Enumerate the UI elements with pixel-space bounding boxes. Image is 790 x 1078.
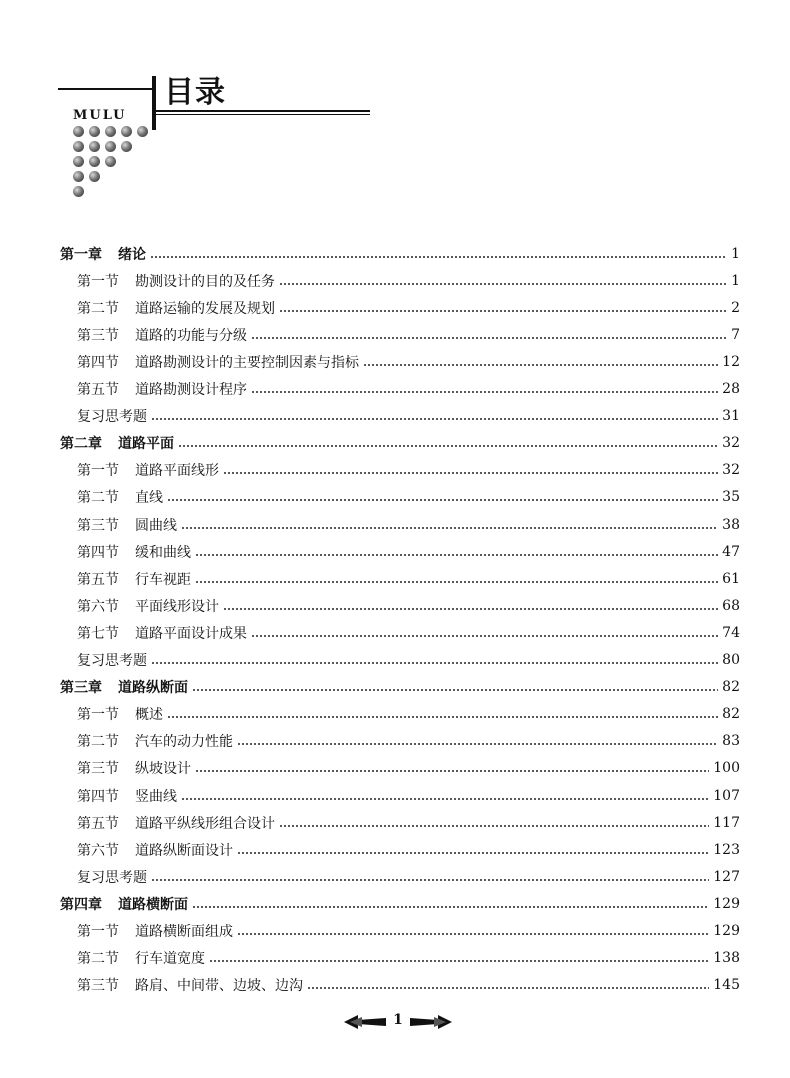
toc-section-row[interactable] <box>77 484 740 511</box>
toc-entry-number: 第四章 <box>60 896 102 913</box>
toc-page-number: 123 <box>713 841 740 858</box>
toc-entry-title: 圆曲线 <box>135 517 177 534</box>
toc-entry-number: 第四节 <box>77 788 119 805</box>
dot-leader <box>195 770 709 772</box>
decorative-dot <box>73 171 84 182</box>
toc-section-row[interactable] <box>77 619 740 646</box>
toc-entry-title: 平面线形设计 <box>135 598 219 615</box>
dot-leader <box>223 608 718 610</box>
dot-leader <box>167 499 718 501</box>
toc-entry-title: 道路纵断面 <box>118 680 188 697</box>
toc-section-row[interactable] <box>77 321 740 348</box>
toc-entry-title: 道路的功能与分级 <box>135 327 247 344</box>
toc-entry-title: 道路平面线形 <box>135 463 219 480</box>
toc-entry-label <box>77 704 163 724</box>
toc-section-row[interactable] <box>77 348 740 375</box>
decorative-dot <box>89 171 100 182</box>
toc-entry-title: 行车视距 <box>135 571 191 588</box>
page-subtitle: MULU <box>73 108 127 123</box>
dot-leader <box>209 960 709 962</box>
toc-page-number: 31 <box>722 408 740 425</box>
decorative-dot <box>73 186 84 197</box>
toc-page-number: 61 <box>722 570 740 587</box>
dot-leader <box>279 283 727 285</box>
toc-section-row[interactable] <box>77 403 740 430</box>
toc-entry-title: 路肩、中间带、边坡、边沟 <box>135 978 303 995</box>
toc-entry-title: 直线 <box>135 490 163 507</box>
page-footer <box>0 1006 790 1036</box>
toc-section-row[interactable] <box>77 538 740 565</box>
toc-entry-title: 纵坡设计 <box>135 761 191 778</box>
toc-chapter-row[interactable] <box>60 890 740 917</box>
toc-entry-label <box>77 325 247 345</box>
toc-entry-number: 第五节 <box>77 382 119 398</box>
toc-entry-number: 第一节 <box>77 273 119 290</box>
toc-page-number: 1 <box>731 245 740 262</box>
dot-leader <box>150 256 727 258</box>
toc-entry-number: 第六节 <box>77 842 119 859</box>
toc-entry-title: 复习思考题 <box>77 653 147 669</box>
toc-page-number: 68 <box>722 597 740 614</box>
toc-page-number: 32 <box>722 435 740 452</box>
toc-page-number: 127 <box>713 868 740 885</box>
header-rule-bottom-thin <box>152 114 370 115</box>
dot-leader <box>307 987 709 989</box>
toc-chapter-row[interactable] <box>60 430 740 457</box>
toc-section-row[interactable] <box>77 565 740 592</box>
toc-section-row[interactable] <box>77 809 740 836</box>
dot-leader <box>192 689 718 691</box>
decorative-dot <box>105 156 116 167</box>
toc-page-number: 28 <box>722 381 740 397</box>
dot-leader <box>237 743 718 745</box>
toc-chapter-row[interactable] <box>60 674 740 701</box>
toc-entry-label <box>77 406 147 426</box>
header-rule-left <box>58 88 154 90</box>
toc-entry-title: 概述 <box>135 707 163 724</box>
toc-page-number: 12 <box>722 353 740 370</box>
toc-page-number: 129 <box>713 923 740 939</box>
toc-section-row[interactable] <box>77 918 740 945</box>
toc-entry-number: 第二章 <box>60 436 102 453</box>
toc-page-number: 47 <box>722 543 740 560</box>
toc-entry-number: 第三章 <box>60 680 102 697</box>
toc-entry-label <box>77 460 219 480</box>
toc-entry-label <box>77 731 233 751</box>
page-title: 目录 <box>152 76 232 110</box>
toc-entry-number: 第三节 <box>77 978 119 995</box>
toc-section-row[interactable] <box>77 701 740 728</box>
toc-entry-title: 道路纵断面设计 <box>135 842 233 859</box>
toc-section-row[interactable] <box>77 376 740 403</box>
toc-entry-number: 第三节 <box>77 327 119 344</box>
toc-entry-label <box>77 596 219 616</box>
toc-entry-number: 第一章 <box>60 246 102 263</box>
dot-leader <box>223 472 718 474</box>
dot-leader <box>363 364 718 366</box>
toc-section-row[interactable] <box>77 647 740 674</box>
toc-entry-number: 第一节 <box>77 463 119 480</box>
decorative-dot <box>121 126 132 137</box>
decorative-dot <box>89 126 100 137</box>
toc-entry-title: 竖曲线 <box>135 788 177 805</box>
toc-entry-number: 第四节 <box>77 354 119 371</box>
toc-page-number: 82 <box>722 679 740 696</box>
toc-entry-title: 道路平面 <box>118 436 174 453</box>
dot-leader <box>192 906 709 908</box>
toc-page-number: 7 <box>731 326 740 343</box>
toc-entry-number: 第六节 <box>77 598 119 615</box>
toc-entry-number: 第五节 <box>77 815 119 832</box>
toc-entry-label <box>77 623 247 643</box>
toc-entry-number: 第七节 <box>77 625 119 642</box>
toc-entry-title: 道路勘测设计程序 <box>135 382 247 398</box>
toc-page-number: 82 <box>722 706 740 723</box>
decorative-dot <box>89 156 100 167</box>
toc-entry-title: 汽车的动力性能 <box>135 734 233 751</box>
toc-entry-label <box>77 758 191 778</box>
toc-page-number: 2 <box>731 299 740 316</box>
toc-page-number: 32 <box>722 462 740 479</box>
toc-section-row[interactable] <box>77 945 740 972</box>
toc-entry-label <box>77 271 275 291</box>
toc-page-number: 80 <box>722 652 740 668</box>
toc-section-row[interactable] <box>77 972 740 999</box>
toc-page-number: 100 <box>713 760 740 777</box>
toc-entry-number: 第二节 <box>77 300 119 317</box>
dot-leader <box>279 825 709 827</box>
toc-entry-number: 第二节 <box>77 734 119 751</box>
decorative-dot <box>105 126 116 137</box>
toc-entry-label <box>77 650 147 670</box>
toc-entry-title: 行车道宽度 <box>135 951 205 968</box>
decorative-dot <box>105 141 116 152</box>
toc-entry-number: 第五节 <box>77 571 119 588</box>
toc-entry-label <box>77 867 147 887</box>
toc-section-row[interactable] <box>77 592 740 619</box>
dot-leader <box>237 933 709 935</box>
dot-leader <box>181 798 709 800</box>
dot-leader <box>279 310 727 312</box>
toc-entry-title: 复习思考题 <box>77 409 147 426</box>
dot-leader <box>237 852 709 854</box>
page-header <box>0 0 790 210</box>
toc-page-number: 83 <box>722 733 740 750</box>
toc-entry-label <box>77 515 177 535</box>
toc-entry-label <box>77 352 359 372</box>
dot-leader <box>251 337 727 339</box>
toc-entry-label <box>60 894 188 914</box>
toc-entry-label <box>77 487 163 507</box>
toc-entry-number: 第二节 <box>77 490 119 507</box>
dot-leader <box>167 716 718 718</box>
dot-leader <box>178 445 718 447</box>
toc-page-number: 117 <box>713 814 740 831</box>
toc-page-number: 1 <box>731 272 740 289</box>
decorative-dot <box>121 141 132 152</box>
toc-entry-number: 第二节 <box>77 951 119 968</box>
toc-entry-title: 道路平纵线形组合设计 <box>135 815 275 832</box>
toc-entry-label <box>77 542 191 562</box>
toc-entry-label <box>77 298 275 318</box>
toc-entry-label <box>77 921 233 941</box>
dot-leader <box>251 635 718 637</box>
toc-entry-number: 第一节 <box>77 924 119 940</box>
toc-entry-title: 道路运输的发展及规划 <box>135 300 275 317</box>
dot-leader <box>151 662 718 664</box>
dot-leader <box>151 879 709 881</box>
decorative-dot <box>89 141 100 152</box>
toc-entry-title: 复习思考题 <box>77 869 147 886</box>
toc-page-number: 145 <box>713 977 740 994</box>
dot-leader <box>195 554 718 556</box>
toc-page-number: 35 <box>722 489 740 506</box>
decorative-dot <box>137 126 148 137</box>
page-number: 1 <box>393 1012 403 1028</box>
toc-page-number: 74 <box>722 624 740 641</box>
header-rule-bottom <box>152 110 370 112</box>
toc-section-row[interactable] <box>77 863 740 890</box>
dot-leader <box>181 527 718 529</box>
toc-entry-title: 道路平面设计成果 <box>135 625 247 642</box>
toc-section-row[interactable] <box>77 294 740 321</box>
toc-entry-number: 第三节 <box>77 517 119 534</box>
toc-section-row[interactable] <box>77 267 740 294</box>
toc-section-row[interactable] <box>77 728 740 755</box>
toc-page-number: 107 <box>713 787 740 804</box>
dot-leader <box>251 391 718 393</box>
toc-page-number: 138 <box>713 950 740 967</box>
toc-entry-label <box>77 948 205 968</box>
toc-entry-number: 第一节 <box>77 707 119 724</box>
toc-section-row[interactable] <box>77 457 740 484</box>
decorative-dot <box>73 141 84 152</box>
left-arrow-icon <box>344 1014 386 1030</box>
toc-entry-label <box>60 677 188 697</box>
toc-entry-title: 缓和曲线 <box>135 544 191 561</box>
right-arrow-icon <box>410 1014 452 1030</box>
toc-page-number: 38 <box>722 516 740 533</box>
toc-section-row[interactable] <box>77 782 740 809</box>
toc-entry-label <box>60 433 174 453</box>
toc-entry-label <box>77 813 275 833</box>
toc-section-row[interactable] <box>77 836 740 863</box>
toc-entry-title: 道路横断面组成 <box>135 924 233 940</box>
toc-chapter-row[interactable] <box>60 240 740 267</box>
toc-section-row[interactable] <box>77 511 740 538</box>
toc-entry-title: 绪论 <box>118 246 146 263</box>
toc-entry-title: 道路横断面 <box>118 896 188 913</box>
toc-section-row[interactable] <box>77 755 740 782</box>
toc-page-number: 129 <box>713 895 740 912</box>
dot-leader <box>151 418 718 420</box>
dot-leader <box>195 581 718 583</box>
toc-entry-label <box>77 569 191 589</box>
toc-entry-label <box>60 244 146 264</box>
toc-entry-label <box>77 840 233 860</box>
toc-entry-title: 道路勘测设计的主要控制因素与指标 <box>135 354 359 371</box>
toc-entry-label <box>77 379 247 399</box>
decorative-dot <box>73 126 84 137</box>
toc-entry-label <box>77 975 303 995</box>
decorative-dot <box>73 156 84 167</box>
toc-entry-number: 第四节 <box>77 544 119 561</box>
toc-entry-label <box>77 786 177 806</box>
toc-entry-title: 勘测设计的目的及任务 <box>135 273 275 290</box>
toc-entry-number: 第三节 <box>77 761 119 778</box>
